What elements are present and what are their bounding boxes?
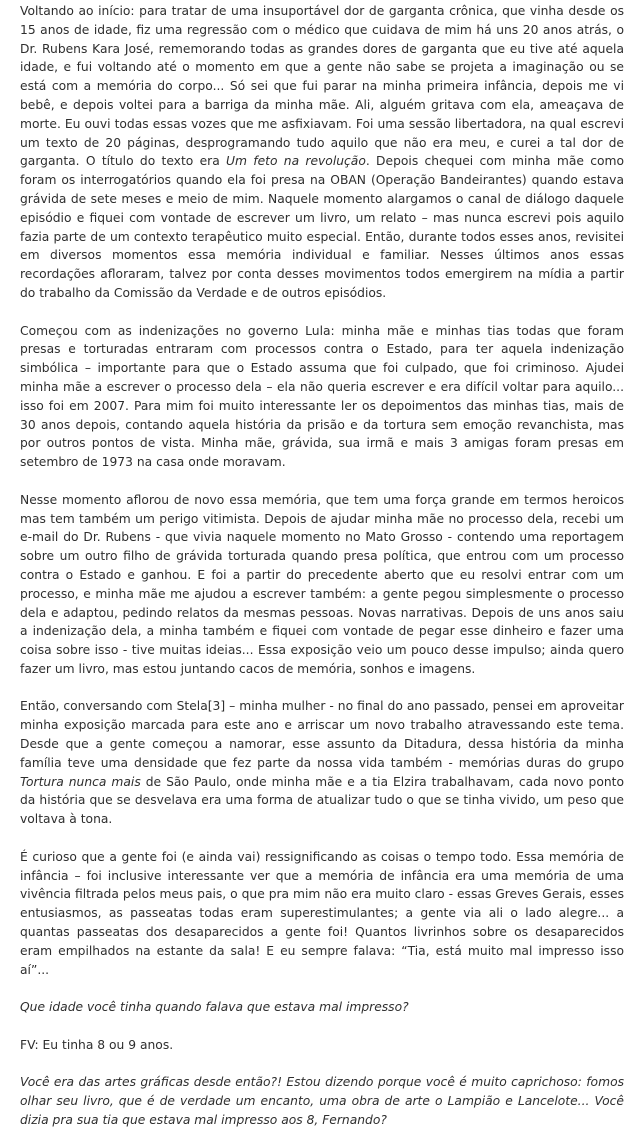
paragraph-regression [20,2,624,303]
paragraph-text: de São Paulo, onde minha mãe e a tia Elzira trabalhavam, cada novo ponto da história que se desvelava era uma forma de atualizar tudo o que se tinha vivido, um peso que voltava à tona. [20,774,625,827]
interview-question [20,998,624,1017]
paragraph-text: Voltando ao início: para tratar de uma insuportável dor de garganta crônica, que vinha desde os 15 anos de idade, fiz uma regressão com o médico que cuidava de mim há uns 20 anos atrás, o Dr. Rubens Kara José, rememorando todas as grandes dores de garganta que eu tive até aquela idade, e fui voltando até o momento em que a gente não sabe se projeta a imaginação ou se está com a memória do corpo... Só sei que fui parar na minha primeira infância, depois me vi bebê, e depois voltei para a barriga da minha mãe. Ali, alguém gritava com ela, ameaçava de morte. Eu ouvi todas essas vozes que me asfixiavam. Foi uma sessão libertadora, na qual escrevi um texto de 20 páginas, desprogramando tudo aquilo que não era meu, e curei a tal dor de garganta. O título do texto era [20,4,624,169]
paragraph-text: Então, conversando com Stela[3] – minha mulher - no final do ano passado, pensei em aproveitar minha exposição marcada para este ano e arriscar um novo trabalho atravessando este tema. Desde que a gente começou a namorar, esse assunto da Ditadura, dessa história da minha família teve uma densidade que fez parte da nossa vida também - memórias duras do grupo [20,699,624,770]
paragraph-indemnities: Começou com as indenizações no governo Lula: minha mãe e minhas tias todas que foram presas e torturadas entraram com processos contra o Estado, para ter aquela indenização simbólica – importante para que o Estado assuma que foi culpado, que foi criminoso. Ajudei minha mãe a escrever o processo dela – ela não queria escrever e era difícil voltar para aquilo... isso foi em 2007. Para mim foi muito interessante ler os depoimentos das minhas tias, mais de 30 anos depois, contando aquela história da prisão e da tortura sem emoção revanchista, mas por outros pontos de vista. Minha mãe, grávida, sua irmã e mais 3 amigas foram presas em setembro de 1973 na casa onde moravam. [20,323,624,470]
question-text: Que idade você tinha quando falava que estava mal impresso? [20,1000,409,1015]
paragraph-childhood: É curioso que a gente foi (e ainda vai) ressignificando as coisas o tempo todo. Essa memória de infância – foi inclusive interessante ver que a memória de infância era uma memória de uma vivência filtrada pelos meus pais, o que pra mim não era muito claro - essas Greves Gerais, esses entusiasmos, as passeatas todas eram superestimulantes; a gente via ali o lado alegre... a quantas passeatas dos desaparecidos a gente foi! Quantos livrinhos sobre os desaparecidos eram empilhados na estante da sala! E eu sempre falava: “Tia, está muito mal impresso isso aí”... [20,849,624,977]
group-name: Tortura nunca mais [20,774,141,789]
question-text: Você era das artes gráficas desde então?! Estou dizendo porque você é muito caprichoso: fomos olhar seu livro, que é de verdade um encanto, uma obra de arte o Lampião e Lancelote... Você dizia pra sua tia que estava mal impresso aos 8, Fernando? [20,1075,624,1128]
paragraph-memory: Nesse momento aflorou de novo essa memória, que tem uma força grande em termos heroicos mas tem também um perigo vitimista. Depois de ajudar minha mãe no processo dela, recebi um e-mail do Dr. Rubens - que vivia naquele momento no Mato Grosso - contendo uma reportagem sobre um outro filho de grávida torturada quando presa política, que entrou com um processo contra o Estado e ganhou. E foi a partir do precedente aberto que eu resolvi entrar com um processo, e minha mãe me ajudou a escrever também: a gente pegou simplesmente o processo dela e adaptou, pedindo relatos da mesmas pessoas. Novas narrativas. Depois de uns anos saiu a indenização dela, a minha também e fiquei com vontade de pegar esse dinheiro e fazer uma coisa sobre isso - tive muitas ideias... Essa exposição veio um pouco desse impulso; ainda quero fazer um livro, mas estou juntando cacos de memória, sonhos e imagens. [20,492,624,676]
paragraph-text: . Depois chequei com minha mãe como foram os interrogatórios quando ela foi presa na OBAN (Operação Bandeirantes) quando estava grávida de sete meses e meio de mim. Naquele momento alargamos o canal de diálogo daquele episódio e fiquei com vontade de escrever um livro, um relato – mas nunca escrevi pois aquilo fazia parte de um contexto terapêutico muito especial. Então, durante todos esses anos, revisitei em diversos momentos essa memória individual e familiar. Nesses últimos anos essas recordações afloraram, talvez por conta desses movimentos todos emergirem na mídia a partir do trabalho da Comissão da Verdade e de outros episódios. [20,154,624,300]
text-title: Um feto na revolução [226,154,366,169]
interview-answer: FV: Eu tinha 8 ou 9 anos. [20,1037,174,1052]
paragraph-stela [20,697,624,829]
interview-question [20,1073,624,1129]
